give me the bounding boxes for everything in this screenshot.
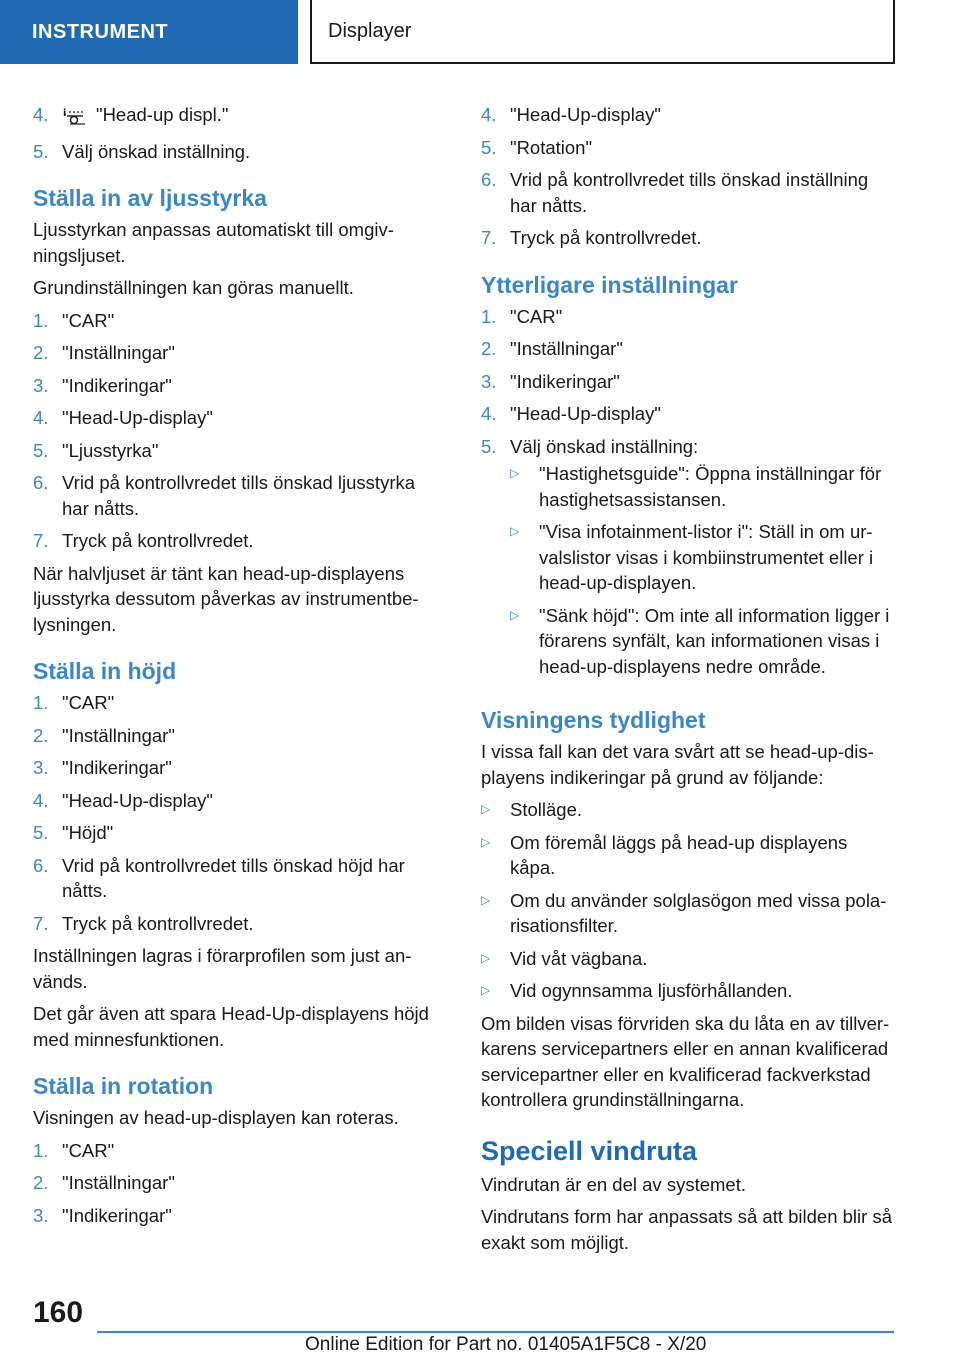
list-item — [481, 434, 896, 687]
step-number: 3. — [33, 757, 49, 778]
bullet-text: "Visa infotainment-listor i": Ställ in om urvalslistor visas i kombiinstrumentet eller i head-up-displayen. — [539, 521, 874, 593]
triangle-bullet-icon: ▷ — [510, 466, 520, 480]
sub-bullets — [510, 461, 896, 679]
bullet-item — [481, 830, 896, 881]
list-item — [33, 373, 443, 399]
paragraph: Vindrutan är en del av systemet. — [481, 1173, 746, 1195]
bullet-text: Vid våt vägbana. — [510, 947, 648, 969]
section-heading: Ställa in rotation — [33, 1073, 214, 1099]
left-column — [33, 102, 443, 1235]
paragraph: Ljusstyrkan anpassas automatiskt till omgivningsljuset. — [33, 219, 394, 266]
step-number: 2. — [33, 1172, 49, 1193]
step-number: 1. — [33, 309, 49, 331]
step-text: "Head-Up-display" — [62, 407, 213, 428]
section-heading: Speciell vindruta — [481, 1135, 698, 1166]
svg-text:i: i — [63, 108, 67, 119]
head-up-display-icon — [62, 106, 88, 132]
step-number: 5. — [481, 136, 497, 158]
triangle-bullet-icon: ▷ — [481, 983, 491, 997]
list-item — [33, 690, 443, 716]
step-text: "CAR" — [62, 1139, 115, 1161]
step-text: "CAR" — [510, 305, 563, 327]
step-number: 2. — [33, 724, 49, 746]
step-number: 4. — [33, 104, 49, 125]
bullet-text: Om föremål läggs på head-up displayens kåpa. — [510, 831, 848, 878]
step-text: Välj önskad inställning. — [62, 140, 251, 162]
section-heading: Ställa in av ljusstyrka — [33, 185, 267, 211]
edition-note: Online Edition for Part no. 01405A1F5C8 - X/20 — [305, 1334, 707, 1355]
section-heading: Ställa in höjd — [33, 658, 177, 684]
step-text: "Inställningar" — [510, 338, 623, 359]
bullet-item — [481, 978, 896, 1004]
list-item — [33, 528, 443, 554]
step-number: 7. — [481, 227, 497, 248]
step-text: "Indikeringar" — [62, 374, 172, 396]
list-item — [33, 1138, 443, 1164]
list-item — [33, 340, 443, 366]
step-number: 5. — [481, 435, 497, 457]
step-number: 6. — [481, 169, 497, 190]
chapter-tab: INSTRUMENT — [0, 0, 298, 64]
list-item — [33, 438, 443, 464]
list-item — [481, 369, 896, 395]
step-number: 7. — [33, 530, 49, 551]
step-text: Välj önskad inställning: — [510, 435, 699, 457]
step-number: 3. — [33, 374, 49, 396]
step-text: "Ljusstyrka" — [62, 439, 159, 461]
step-text: "Head-Up-display" — [510, 104, 661, 125]
step-text: "Rotation" — [510, 136, 593, 158]
list-item — [481, 102, 896, 128]
section-heading: Ytterligare inställningar — [481, 271, 738, 298]
step-text: "Head-Up-display" — [510, 403, 661, 424]
bullet-item — [481, 797, 896, 823]
step-number: 4. — [33, 407, 49, 428]
list-item — [33, 853, 443, 904]
step-number: 1. — [33, 692, 49, 713]
step-number: 4. — [481, 104, 497, 125]
triangle-bullet-icon: ▷ — [481, 950, 491, 965]
step-number: 3. — [481, 370, 497, 392]
bullet-text: Om du använder solglasögon med vissa polarisationsfilter. — [510, 889, 887, 936]
paragraph: Om bilden visas förvriden ska du låta en av tillverkarens servicepartners eller en annan kvalificerad servicepartner eller en kvalificerad fackverkstad kontrollera grundinställningarna. — [481, 1012, 890, 1110]
step-text: "Head-Up-display" — [62, 789, 213, 811]
list-item — [33, 102, 443, 132]
step-text: "Indikeringar" — [62, 757, 172, 778]
list-item — [481, 167, 896, 218]
list-item — [33, 470, 443, 521]
list-item — [33, 788, 443, 814]
step-number: 7. — [33, 912, 49, 934]
paragraph: Visningen av head-up-displayen kan roteras. — [33, 1107, 399, 1128]
paragraph: Grundinställningen kan göras manuellt. — [33, 277, 354, 298]
bullet-text: "Hastighetsguide": Öppna inställningar för hastighetsassistansen. — [539, 463, 882, 510]
step-text: Vrid på kontrollvredet tills önskad inställning har nåtts. — [510, 169, 869, 216]
step-text: "Indikeringar" — [62, 1204, 172, 1226]
step-text: "Inställningar" — [62, 1172, 175, 1193]
list-item — [481, 304, 896, 330]
list-item — [33, 723, 443, 749]
step-number: 4. — [481, 403, 497, 424]
paragraph: Inställningen lagras i förarprofilen som just används. — [33, 945, 412, 992]
list-item — [481, 135, 896, 161]
step-text: Vrid på kontrollvredet tills önskad ljusstyrka har nåtts. — [62, 472, 416, 519]
list-item — [33, 1203, 443, 1229]
list-item — [33, 820, 443, 846]
bullet-item — [481, 888, 896, 939]
step-text: Tryck på kontrollvredet. — [510, 227, 702, 248]
footer-divider — [97, 1331, 894, 1333]
step-text: "Höjd" — [62, 822, 114, 843]
step-text: Tryck på kontrollvredet. — [62, 912, 254, 934]
paragraph: Vindrutans form har anpassats så att bilden blir så exakt som möjligt. — [481, 1206, 892, 1253]
triangle-bullet-icon: ▷ — [510, 607, 520, 622]
triangle-bullet-icon: ▷ — [510, 524, 520, 538]
paragraph: I vissa fall kan det vara svårt att se head-up-displayens indikeringar på grund av följande: — [481, 741, 874, 788]
rotation-steps — [33, 1138, 443, 1229]
step-number: 1. — [33, 1139, 49, 1161]
step-text: Vrid på kontrollvredet tills önskad höjd har nåtts. — [62, 854, 405, 901]
section-heading: Visningens tydlighet — [481, 707, 706, 733]
list-item — [481, 401, 896, 427]
bullet-item — [481, 946, 896, 972]
step-number: 5. — [33, 822, 49, 843]
step-number: 5. — [33, 439, 49, 461]
step-number: 2. — [481, 338, 497, 359]
step-text: "CAR" — [62, 692, 115, 713]
step-text: "Inställningar" — [62, 342, 175, 363]
right-column — [481, 102, 896, 1262]
list-item — [33, 405, 443, 431]
bullet-item — [510, 519, 896, 596]
list-item — [33, 308, 443, 334]
step-number: 6. — [33, 472, 49, 493]
brightness-steps — [33, 308, 443, 554]
list-item — [481, 225, 896, 251]
step-number: 4. — [33, 789, 49, 811]
step-text: "Head-up displ." — [96, 104, 229, 125]
step-text: "Inställningar" — [62, 724, 175, 746]
paragraph: Det går även att spara Head-Up-displayens höjd med minnesfunktionen. — [33, 1003, 429, 1050]
visibility-bullets — [481, 797, 896, 1004]
step-number: 1. — [481, 305, 497, 327]
step-number: 5. — [33, 140, 49, 162]
pre-steps — [33, 102, 443, 164]
list-item — [33, 1170, 443, 1196]
page-number: 160 — [33, 1296, 84, 1329]
list-item — [33, 139, 443, 165]
step-text: "Indikeringar" — [510, 370, 620, 392]
list-item — [33, 911, 443, 937]
bullet-text: Stolläge. — [510, 799, 582, 820]
bullet-text: Vid ogynnsamma ljusförhållanden. — [510, 980, 793, 1001]
step-text: "CAR" — [62, 309, 115, 331]
triangle-bullet-icon: ▷ — [481, 802, 491, 816]
step-number: 3. — [33, 1204, 49, 1226]
paragraph: När halvljuset är tänt kan head-up-displayens ljusstyrka dessutom påverkas av instrumentbelysningen. — [33, 562, 419, 635]
list-item — [481, 336, 896, 362]
bullet-item — [510, 461, 896, 512]
step-text: Tryck på kontrollvredet. — [62, 530, 254, 551]
step-number: 2. — [33, 342, 49, 363]
bullet-text: "Sänk höjd": Om inte all information ligger i förarens synfält, kan informationen visas i head-up-displayens nedre område. — [539, 604, 890, 677]
bullet-item — [510, 603, 896, 680]
section-title: Displayer — [310, 0, 895, 64]
more-steps — [481, 304, 896, 687]
rotation-steps-continued — [481, 102, 896, 251]
list-item — [33, 755, 443, 781]
step-number: 6. — [33, 854, 49, 876]
height-steps — [33, 690, 443, 936]
triangle-bullet-icon: ▷ — [481, 834, 491, 849]
triangle-bullet-icon: ▷ — [481, 892, 491, 907]
